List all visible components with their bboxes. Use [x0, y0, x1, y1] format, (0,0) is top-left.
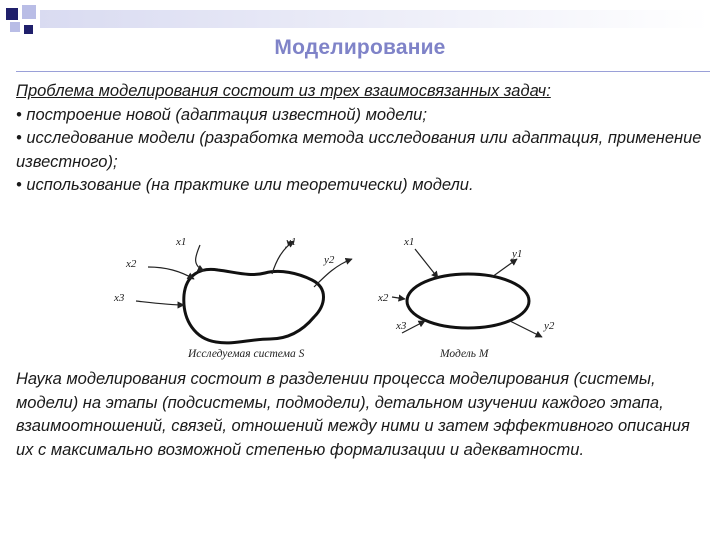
model-output-label: y1: [512, 248, 523, 260]
title-divider: [16, 71, 710, 72]
conclusion-paragraph: Наука моделирования состоит в разделении процесса моделирования (системы, модели) на этапы (подсистемы, подмодели), детальном изучении каждого этапа, взаимоотношений, связей, отношений между ними и затем эффективного описания их с максимально возможной степенью формализации и адекватности.: [16, 370, 690, 459]
system-caption: Исследуемая система S: [188, 348, 305, 360]
output-arrow: [510, 321, 542, 337]
intro-item: • использование (на практике или теоретически) модели.: [16, 176, 474, 194]
system-output-label: y1: [286, 236, 297, 248]
system-shape: [184, 269, 324, 342]
input-arrow: [196, 245, 204, 271]
system-input-label: x3: [114, 292, 125, 304]
input-arrow: [136, 301, 184, 305]
model-output-label: y2: [544, 320, 555, 332]
model-caption: Модель M: [440, 348, 489, 360]
output-arrow: [492, 259, 517, 277]
intro-item: • построение новой (адаптация известной) модели;: [16, 105, 427, 124]
decor-square: [24, 25, 33, 34]
model-input-label: x2: [378, 292, 389, 304]
decor-square: [6, 8, 18, 20]
model-shape: [407, 274, 529, 328]
input-arrow: [392, 297, 405, 299]
intro-item: • исследование модели (разработка метода исследования или адаптация, применение известного);: [16, 129, 702, 171]
modeling-diagram: [100, 225, 590, 365]
input-arrow: [415, 249, 438, 278]
intro-lead: Проблема моделирования состоит из трех взаимосвязанных задач:: [16, 82, 551, 100]
input-arrow: [148, 267, 194, 279]
decor-square: [10, 22, 20, 32]
system-input-label: x2: [126, 258, 137, 270]
model-input-label: x1: [404, 236, 415, 248]
system-input-label: x1: [176, 236, 187, 248]
system-output-label: y2: [324, 254, 335, 266]
model-input-label: x3: [396, 320, 407, 332]
top-gradient-band: [40, 10, 710, 28]
intro-paragraph: [16, 80, 706, 198]
page-title: Моделирование: [274, 36, 446, 59]
decor-square: [22, 5, 36, 19]
